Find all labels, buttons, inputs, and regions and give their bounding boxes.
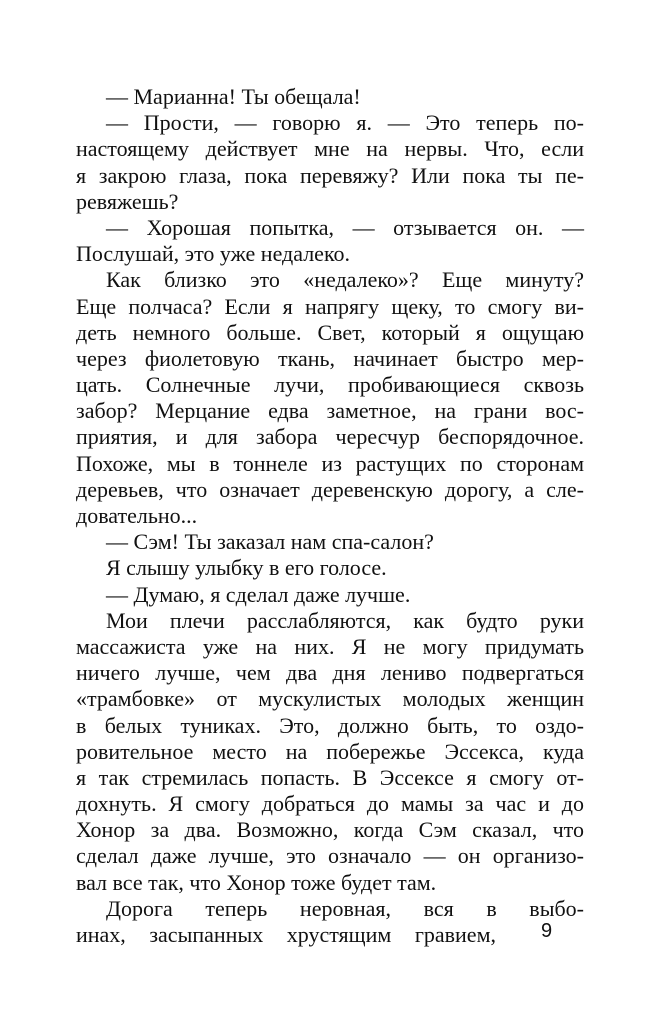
text-line: приятия, и для забора чересчур беспорядочное. [76,424,584,450]
text-line: Хонор за два. Возможно, когда Сэм сказал, что [76,817,584,843]
text-line: сделал даже лучше, это означало — он организо- [76,843,584,869]
text-line: через фиолетовую ткань, начинает быстро мер- [76,345,584,371]
text-line: Я слышу улыбку в его голосе. [106,555,387,581]
text-line: я так стремилась попасть. В Эссексе я смогу от- [76,764,584,790]
text-line: Дорога теперь неровная, вся в выбо- [106,895,584,921]
text-line: массажиста уже на них. Я не могу придумать [76,633,584,659]
text-line: — Сэм! Ты заказал нам спа-салон? [106,529,434,555]
text-line: деревьев, что означает деревенскую дорогу, а сле- [76,476,584,502]
text-line: деть немного больше. Свет, который я ощущаю [76,319,584,345]
text-line: Еще полчаса? Если я напрягу щеку, то смогу ви- [76,293,584,319]
text-line: «трамбовке» от мускулистых молодых женщин [76,686,584,712]
text-line: я закрою глаза, пока перевяжу? Или пока ты пе- [76,162,584,188]
page-number: 9 [541,920,553,942]
text-line: Как близко это «недалеко»? Еще минуту? [106,267,584,293]
text-line: в белых туниках. Это, должно быть, то оздо- [76,712,584,738]
text-line: дохнуть. Я смогу добраться до мамы за час и до [76,791,584,817]
text-line: вал все так, что Хонор тоже будет там. [76,869,437,895]
text-line: ровительное место на побережье Эссекса, куда [76,738,584,764]
text-line: Похоже, мы в тоннеле из растущих по сторонам [76,450,584,476]
text-line: ничего лучше, чем два дня лениво подвергаться [76,660,584,686]
book-page-text [76,84,584,948]
text-line: — Прости, — говорю я. — Это теперь по- [106,110,584,136]
text-line: инах, засыпанных хрустящим гравием, [76,922,496,947]
text-line: — Думаю, я сделал даже лучше. [106,581,411,607]
text-line: довательно... [76,503,198,528]
text-line: Мои плечи расслабляются, как будто руки [106,607,584,633]
text-line: — Хорошая попытка, — отзывается он. — [106,214,584,240]
text-line: цать. Солнечные лучи, пробивающиеся сквозь [76,372,584,398]
text-line: настоящему действует мне на нервы. Что, если [76,136,584,162]
text-line: ревяжешь? [76,188,179,214]
text-line: забор? Мерцание едва заметное, на грани вос- [76,398,584,424]
text-line: Послушай, это уже недалеко. [76,241,351,267]
text-line: — Марианна! Ты обещала! [106,84,361,109]
